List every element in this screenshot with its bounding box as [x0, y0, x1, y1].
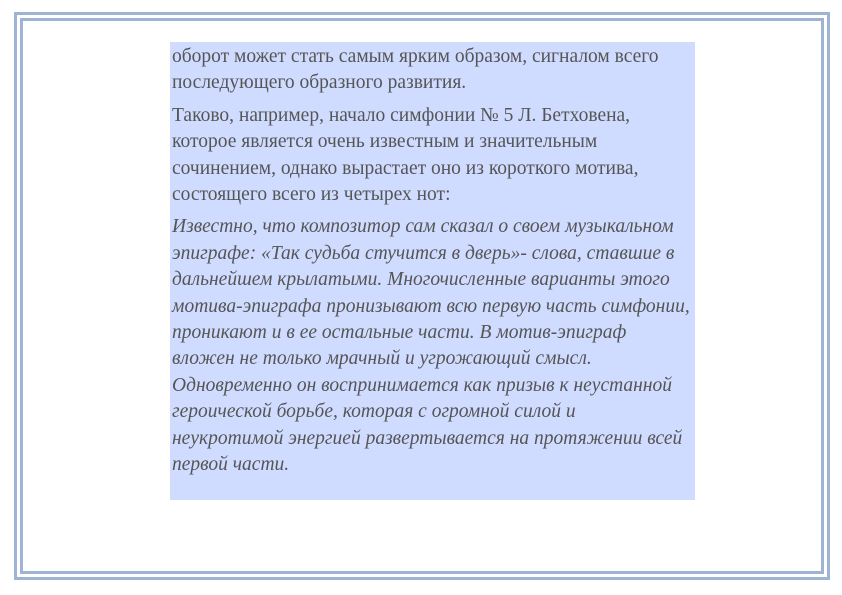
- text-box: [170, 42, 695, 500]
- paragraph-intro: оборот может стать самым ярким образом, сигналом всего последующего образного развития.: [172, 46, 659, 94]
- paragraph-beethoven: Таково, например, начало симфонии № 5 Л. Бетховена, которое является очень известным и значительным сочинением, однако вырастает оно из короткого мотива, состоящего всего из четырех нот:: [172, 104, 639, 206]
- paragraph-epigraph-quote: Известно, что композитор сам сказал о своем музыкальном эпиграфе: «Так судьба стучится в дверь»- слова, ставшие в дальнейшем крылатыми. Многочисленные варианты этого мотива-эпиграфа пронизывают всю первую часть симфонии, проникают и в ее остальные части. В мотив-эпиграф вложен не только мрачный и угрожающий смысл. Одновременно он воспринимается как призыв к неустанной героической борьбе, которая с огромной силой и неукротимой энергией развертывается на протяжении всей первой части.: [172, 216, 690, 476]
